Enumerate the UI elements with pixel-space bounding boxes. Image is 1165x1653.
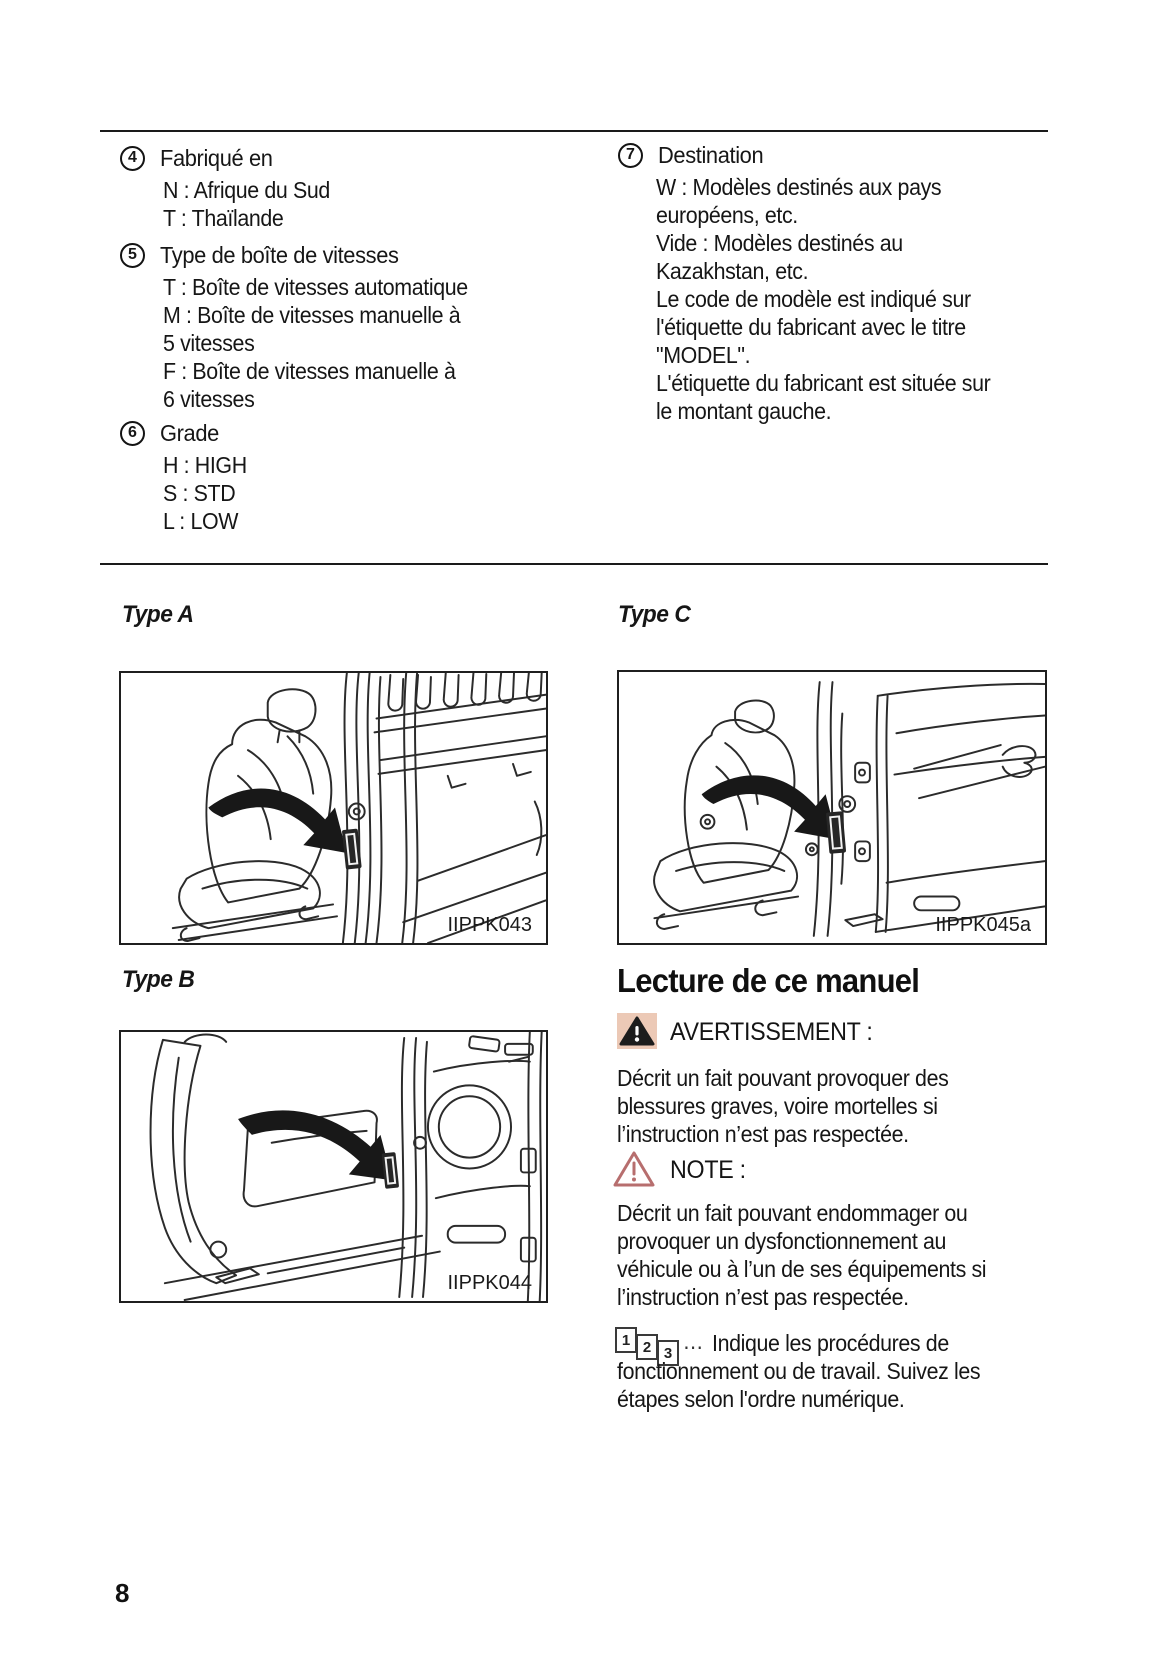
steps-text-line: étapes selon l'ordre numérique. bbox=[617, 1386, 905, 1412]
figure-caption: IIPPK045a bbox=[935, 914, 1031, 936]
figure-label-type-b: Type B bbox=[122, 966, 195, 993]
figure-label-type-c: Type C bbox=[618, 601, 691, 628]
step-box-3: 3 bbox=[657, 1340, 679, 1366]
steps-text-line: Indique les procédures de bbox=[712, 1330, 949, 1356]
step-box-1: 1 bbox=[615, 1327, 637, 1353]
pointer-arrow-icon bbox=[208, 789, 346, 853]
warning-text-line: blessures graves, voire mortelles si bbox=[617, 1093, 938, 1119]
legend-item-5 bbox=[120, 241, 417, 269]
legend-line: S : STD bbox=[163, 480, 236, 506]
legend-line: européens, etc. bbox=[656, 202, 798, 228]
door-panel-lines bbox=[428, 1032, 542, 1301]
pointer-arrow-icon bbox=[238, 1110, 392, 1180]
circled-number-7: 7 bbox=[618, 143, 643, 168]
warning-icon bbox=[617, 1013, 657, 1049]
seat-back-lines bbox=[151, 1034, 237, 1283]
section-title: Lecture de ce manuel bbox=[617, 962, 920, 999]
legend-line: N : Afrique du Sud bbox=[163, 177, 330, 203]
seat-lines bbox=[654, 701, 798, 929]
legend-line: F : Boîte de vitesses manuelle à bbox=[163, 358, 456, 384]
legend-line: M : Boîte de vitesses manuelle à bbox=[163, 302, 461, 328]
legend-line: 5 vitesses bbox=[163, 330, 255, 356]
figure-type-b bbox=[119, 1030, 548, 1303]
mid-rule bbox=[100, 563, 1048, 565]
pointer-arrow-icon bbox=[702, 775, 838, 839]
legend-item-7-label: Destination bbox=[658, 141, 764, 168]
figure-label-type-a: Type A bbox=[122, 601, 194, 628]
legend-line: Le code de modèle est indiqué sur bbox=[656, 286, 971, 312]
warning-text-line: Décrit un fait pouvant provoquer des bbox=[617, 1065, 949, 1091]
note-text-line: Décrit un fait pouvant endommager ou bbox=[617, 1200, 968, 1226]
legend-line: W : Modèles destinés aux pays bbox=[656, 174, 942, 200]
legend-line: Kazakhstan, etc. bbox=[656, 258, 809, 284]
circled-number-5: 5 bbox=[120, 243, 145, 268]
legend-line: le montant gauche. bbox=[656, 398, 832, 424]
model-label-plate bbox=[382, 1152, 399, 1189]
legend-item-4-label: Fabriqué en bbox=[160, 144, 273, 171]
note-label: NOTE : bbox=[670, 1156, 746, 1184]
door-lines bbox=[845, 684, 1045, 932]
legend-item-7 bbox=[618, 141, 771, 169]
striker-icon bbox=[349, 804, 365, 820]
circled-number-6: 6 bbox=[120, 421, 145, 446]
legend-line: T : Boîte de vitesses automatique bbox=[163, 274, 468, 300]
truck-bed-lines bbox=[375, 673, 546, 788]
ellipsis-icon: ⋯ bbox=[683, 1337, 702, 1359]
warning-text-line: l’instruction n’est pas respectée. bbox=[617, 1121, 909, 1147]
step-box-2: 2 bbox=[636, 1334, 658, 1360]
warning-label: AVERTISSEMENT : bbox=[670, 1018, 873, 1046]
circled-number-4: 4 bbox=[120, 146, 145, 171]
note-text-line: l’instruction n’est pas respectée. bbox=[617, 1284, 909, 1310]
page-number: 8 bbox=[115, 1578, 130, 1608]
legend-line: L : LOW bbox=[163, 508, 239, 534]
legend-item-6 bbox=[120, 419, 223, 447]
legend-item-5-label: Type de boîte de vitesses bbox=[160, 241, 399, 268]
figure-caption: IIPPK044 bbox=[447, 1272, 532, 1294]
note-text-line: provoquer un dysfonctionnement au bbox=[617, 1228, 947, 1254]
note-icon bbox=[612, 1148, 656, 1188]
legend-line: L'étiquette du fabricant est située sur bbox=[656, 370, 991, 396]
figure-type-c bbox=[617, 670, 1047, 945]
note-text-line: véhicule ou à l’un de ses équipements si bbox=[617, 1256, 987, 1282]
legend-line: Vide : Modèles destinés au bbox=[656, 230, 903, 256]
figure-caption: IIPPK043 bbox=[447, 914, 532, 936]
seat-illustration-type-b bbox=[121, 1032, 546, 1301]
seat-illustration-type-c bbox=[619, 672, 1045, 943]
seat-illustration-type-a bbox=[121, 673, 546, 943]
top-rule bbox=[100, 130, 1048, 132]
legend-line: T : Thaïlande bbox=[163, 205, 284, 231]
legend-item-6-label: Grade bbox=[160, 419, 219, 446]
legend-line: 6 vitesses bbox=[163, 386, 255, 412]
figure-type-a bbox=[119, 671, 548, 945]
legend-line: l'étiquette du fabricant avec le titre bbox=[656, 314, 966, 340]
legend-line: "MODEL". bbox=[656, 342, 751, 368]
steps-text-line: fonctionnement ou de travail. Suivez les bbox=[617, 1358, 981, 1384]
legend-line: H : HIGH bbox=[163, 452, 247, 478]
legend-item-4 bbox=[120, 144, 281, 172]
